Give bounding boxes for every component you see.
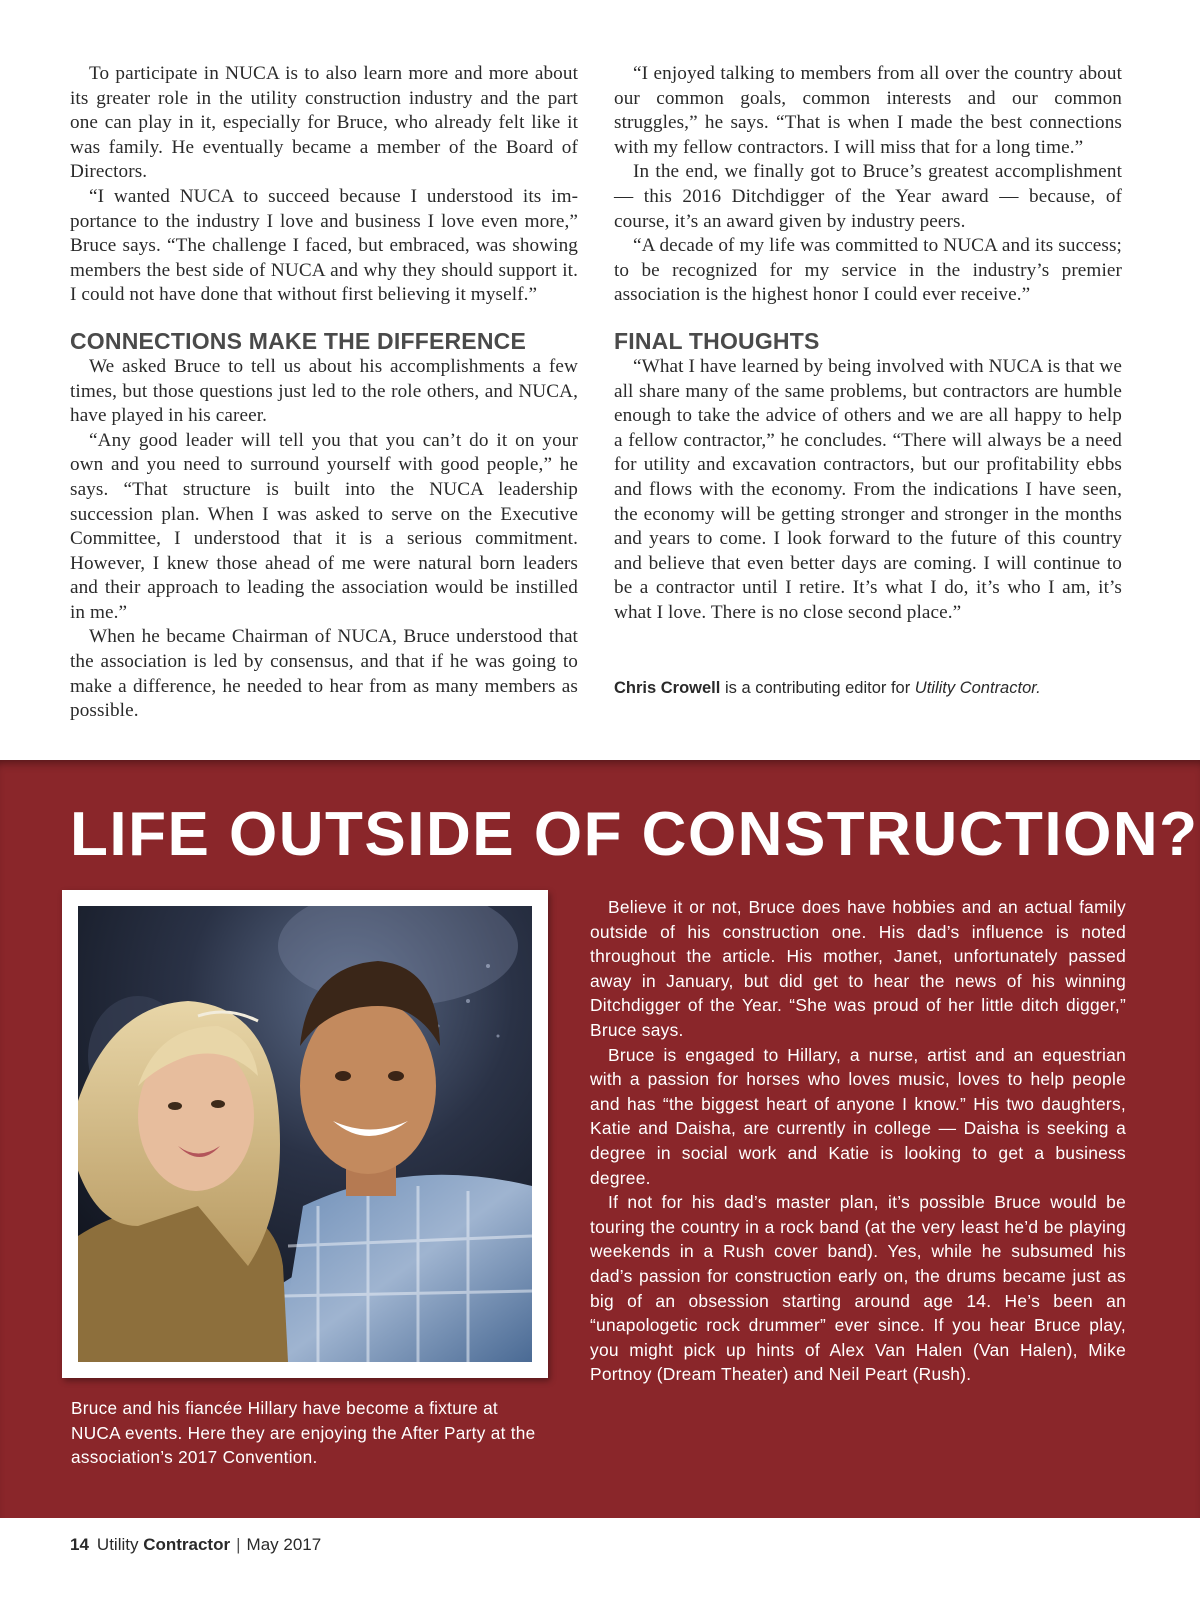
issue-date: May 2017: [246, 1535, 322, 1554]
paragraph: When he became Chairman of NUCA, Bruce understood that the association is led by consensus, and that if he was going to make a difference, he needed to hear from as many members as possible.: [70, 626, 578, 722]
credit-text: is a contributing editor for: [720, 679, 915, 697]
magazine-name-prefix: Utility: [96, 1535, 144, 1554]
photo-caption: Bruce and his fiancée Hillary have become a fixture at NUCA events. Here they are enjoying the After Party at the association’s 2017 Convention.: [71, 1398, 536, 1468]
couple-photo: [78, 906, 532, 1362]
page-number: 14: [70, 1535, 89, 1554]
right-article-column: [614, 62, 1122, 625]
author-name: Chris Crowell: [614, 679, 721, 697]
paragraph: In the end, we finally got to Bruce’s greatest accomplishment — this 2016 Ditchdigger of the Year award — because, of course, it’s an award given by industry peers.: [614, 161, 1122, 232]
page-footer: [70, 1535, 321, 1555]
left-article-column: [70, 62, 578, 724]
sidebar-title: LIFE OUTSIDE OF CONSTRUCTION?: [70, 800, 1199, 869]
section-heading: FINAL THOUGHTS: [614, 327, 820, 354]
paragraph: To participate in NUCA is to also learn more and more about its greater role in the utility construction industry and the part one can play in it, especially for Bruce, who already felt like it was family. He eventually became a member of the Board of Directors.: [70, 63, 578, 183]
sidebar-body: [590, 895, 1126, 1387]
paragraph: Believe it or not, Bruce does have hobbies and an actual family outside of his construction one. His dad’s influence is noted throughout the article. His mother, Janet, unfortunately passed away in January, but did get to hear the news of his winning Ditchdigger of the Year. “She was proud of her little ditch digger,” Bruce says.: [590, 897, 1126, 1040]
paragraph: “Any good leader will tell you that you can’t do it on your own and you need to surround yourself with good people,” he says. “That structure is built into the NUCA leadership succession plan. When I was asked to serve on the Executive Committee, I understood that it is a serious commitment. However, I knew those ahead of me were natural born leaders and their approach to leading the association would be instilled in me.”: [70, 429, 578, 623]
magazine-name-bold: Contractor: [143, 1535, 231, 1554]
paragraph: “I enjoyed talking to members from all over the country about our common goals, common interests and our common struggles,” he says. “That is when I made the best connections with my fellow contractors. I will miss that for a long time.”: [614, 63, 1122, 158]
publication-name: Utility Contractor.: [914, 679, 1041, 697]
photo-frame: [62, 890, 548, 1378]
section-heading: CONNECTIONS MAKE THE DIFFERENCE: [70, 327, 526, 354]
paragraph: We asked Bruce to tell us about his accomplishments a few times, but those questions just led to the role others, and NUCA, have played in his career.: [70, 355, 578, 427]
paragraph: Bruce is engaged to Hillary, a nurse, artist and an equestrian with a passion for horses who loves music, loves to help people and has “the biggest heart of anyone I know.” His two daughters, Katie and Daisha, are currently in college — Daisha is seeking a degree in social work and Katie is looking to get a business degree.: [590, 1044, 1126, 1188]
paragraph: “A decade of my life was committed to NUCA and its success; to be recognized for my service in the industry’s premier association is the highest honor I could ever receive.”: [614, 235, 1122, 306]
paragraph: “I wanted NUCA to succeed because I understood its importance to the industry I love and business I love even more,” Bruce says. “The challenge I faced, but embraced, was showing members the best side of NUCA and why they should support it. I could not have done that without first believing it myself.”: [70, 185, 578, 306]
author-credit: [614, 679, 1041, 698]
paragraph: “What I have learned by being involved with NUCA is that we all share many of the same problems, but contractors are humble enough to take the advice of others and we are all happy to help a fellow contractor,” he concludes. “There will always be a need for utility and excavation contractors, but our profitability ebbs and flows with the economy. From the indications I have seen, the economy will be getting stronger and stronger in the months and years to come. I look forward to the future of this country and believe that even better days are coming. I will continue to be a contractor until I retire. It’s what I do, it’s who I am, it’s what I love. There is no close second place.”: [614, 355, 1122, 623]
paragraph: If not for his dad’s master plan, it’s possible Bruce would be touring the country in a rock band (at the very least he’d be playing weekends in a Rush cover band). Yes, while he subsumed his dad’s passion for construction early on, the drums became just as big of an obsession starting around age 14. He’s been an “unapologetic rock drummer” ever since. If you hear Bruce play, you might pick up hints of Alex Van Halen (Van Halen), Mike Portnoy (Dream Theater) and Neil Peart (Rush).: [590, 1192, 1126, 1385]
footer-separator: |: [236, 1535, 241, 1554]
